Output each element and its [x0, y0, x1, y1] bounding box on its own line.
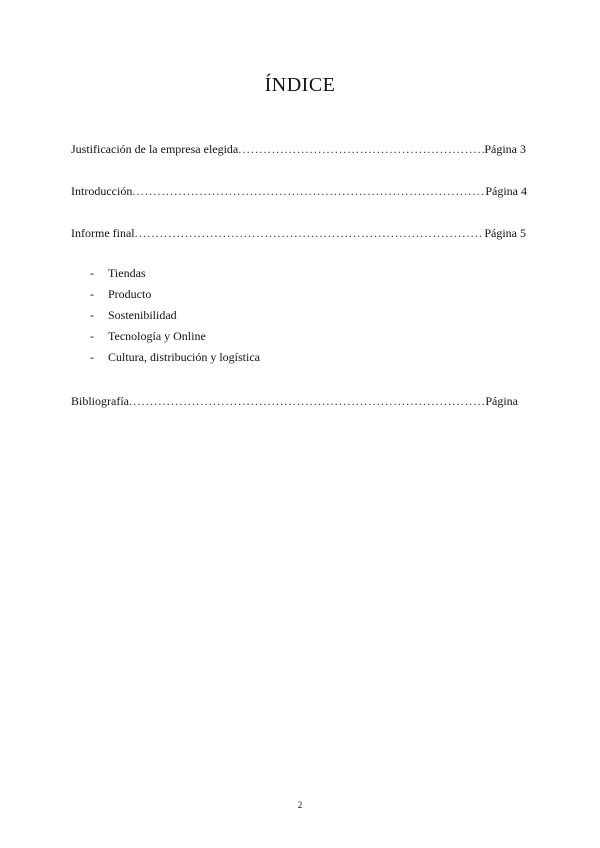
toc-entry-bibliografia: [71, 394, 518, 408]
page-title: ÍNDICE: [264, 74, 336, 96]
toc-entry-label: Bibliografía: [71, 394, 129, 408]
bullet-dash: -: [90, 329, 94, 343]
bullet-dash: -: [90, 308, 94, 322]
toc-entry-label: Informe final: [71, 226, 135, 240]
bullet-dash: -: [90, 350, 94, 364]
dot-leader: [129, 394, 485, 408]
list-item-label: Cultura, distribución y logística: [108, 350, 260, 364]
list-item-label: Producto: [108, 287, 152, 301]
dot-leader: [132, 184, 485, 198]
list-item-label: Tecnología y Online: [108, 329, 206, 343]
list-item: [90, 287, 260, 308]
bullet-dash: -: [90, 287, 94, 301]
toc-page-ref: Página 4: [485, 184, 527, 198]
subsection-list: [90, 266, 260, 371]
dot-leader: [238, 142, 484, 156]
list-item: [90, 329, 260, 350]
list-item: [90, 266, 260, 287]
list-item: [90, 350, 260, 371]
list-item-label: Sostenibilidad: [108, 308, 177, 322]
page-number: 2: [297, 800, 303, 810]
toc-entry-label: Justificación de la empresa elegida: [71, 142, 239, 156]
list-item: [90, 308, 260, 329]
toc-entry-justificacion: [71, 142, 526, 156]
toc-page-ref: Página: [485, 394, 518, 408]
toc-page-ref: Página 3: [484, 142, 526, 156]
bullet-dash: -: [90, 266, 94, 280]
list-item-label: Tiendas: [108, 266, 146, 280]
toc-page-ref: Página 5: [484, 226, 526, 240]
dot-leader: [135, 226, 485, 240]
toc-entry-introduccion: [71, 184, 527, 198]
toc-entry-informe-final: [71, 226, 526, 240]
toc-entry-label: Introducción: [71, 184, 133, 198]
